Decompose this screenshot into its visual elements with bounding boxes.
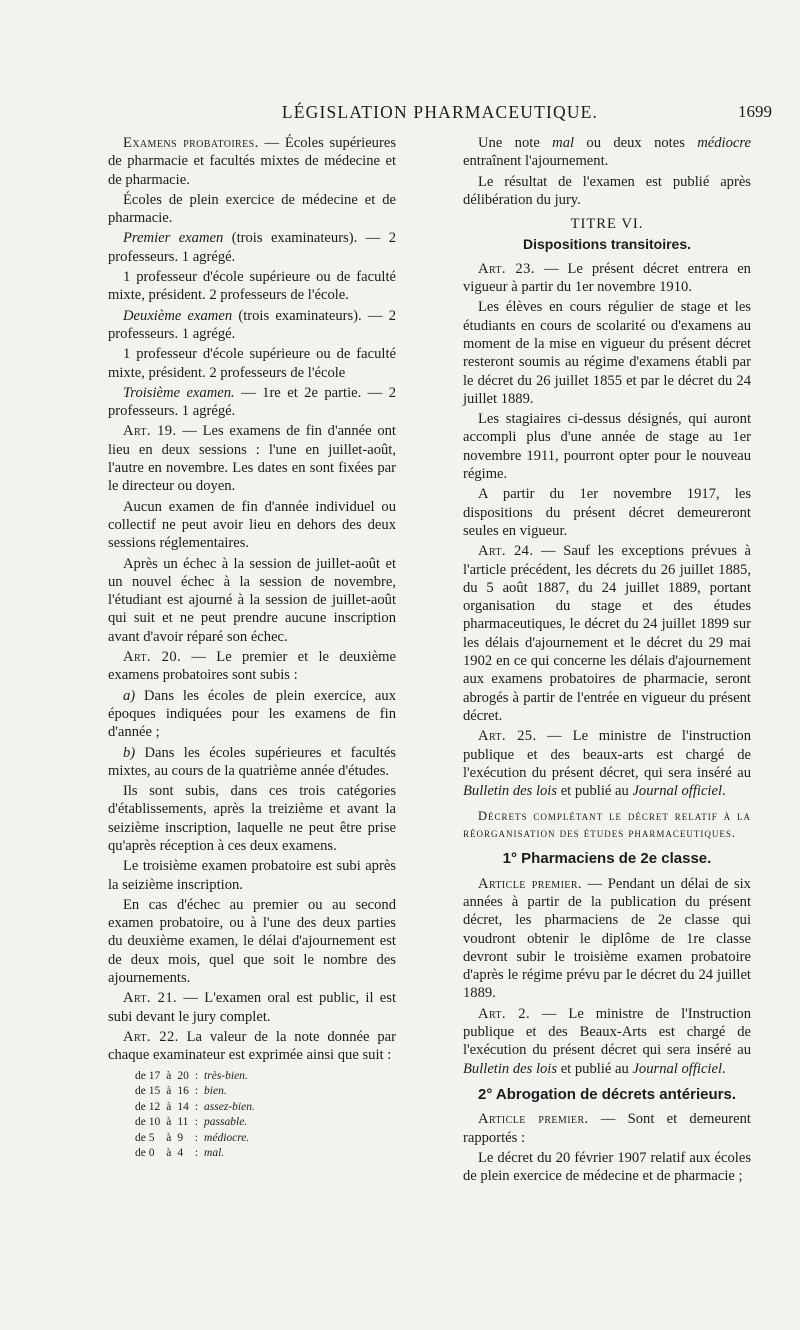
grade-label: passable.: [204, 1116, 248, 1129]
table-row: [132, 1115, 258, 1131]
paragraph-text: — Le premier et le deuxième examens probatoires sont subis :: [108, 649, 396, 684]
grade-sep: :: [194, 1147, 199, 1160]
grade-to: 11: [177, 1116, 189, 1129]
article-number: Article premier.: [478, 1111, 589, 1128]
paragraph-text: (trois examinateurs). — 2 professeurs. 1 agrégé.: [108, 230, 396, 265]
paragraph: Le décret du 20 février 1907 relatif aux écoles de plein exercice de médecine et de pharmacie ;: [463, 1149, 751, 1185]
section-lead: Examens probatoires.: [123, 135, 259, 151]
paragraph-text: — Sont et demeurent rapportés :: [463, 1111, 751, 1146]
table-row: [132, 1146, 258, 1162]
paragraph: Le troisième examen probatoire est subi après la seizième inscription.: [108, 858, 396, 893]
paragraph-text: Une note: [478, 135, 553, 151]
grade-to: 20: [177, 1069, 189, 1082]
grade-sep: :: [194, 1069, 199, 1082]
grade-label: assez-bien.: [204, 1100, 255, 1113]
grade-a: à: [166, 1116, 172, 1129]
paragraph: Écoles de plein exercice de médecine et de pharmacie.: [108, 191, 396, 227]
article-number: Art. 22.: [123, 1028, 179, 1045]
paragraph: [108, 687, 396, 742]
article-number: Art. 23.: [478, 260, 535, 277]
publication-name: Journal officiel: [632, 1060, 723, 1077]
paragraph: 1 professeur d'école supérieure ou de faculté mixte, président. 2 professeurs de l'école: [108, 346, 396, 381]
paragraph-text: — Le ministre de l'instruction publique et des beaux-arts est chargé de l'exécution du présent décret, qui sera inséré au: [463, 728, 751, 781]
grade-from: de 17: [135, 1069, 161, 1082]
article-number: Art. 24.: [478, 543, 534, 560]
paragraph-text: et publié au: [557, 783, 633, 800]
paragraph: [108, 229, 396, 266]
page-header: [108, 102, 772, 124]
paragraph-text: — Le présent décret entrera en vigueur à partir du 1er novembre 1910.: [463, 260, 751, 296]
decrets-heading: Décrets complétant le décret relatif à la réorganisation des études pharmaceutiques.: [463, 809, 751, 841]
paragraph: [108, 384, 396, 421]
exam-name: Deuxième examen: [123, 307, 233, 324]
paragraph-text: — Écoles supérieures de pharmacie et facultés mixtes de médecine et de pharmacie.: [108, 135, 396, 188]
right-column: [463, 134, 751, 1187]
article-number: Art. 25.: [478, 728, 537, 745]
paragraph: [108, 989, 396, 1026]
publication-name: Bulletin des lois: [463, 1060, 558, 1077]
grade-sep: :: [194, 1085, 199, 1098]
grade-word: médiocre: [697, 135, 751, 151]
grade-scale-table: [132, 1069, 258, 1162]
list-marker: a): [123, 687, 136, 704]
article-number: Art. 19.: [123, 423, 177, 440]
grade-word: mal: [552, 135, 575, 151]
section-heading: Dispositions transitoires.: [522, 236, 692, 253]
paragraph: A partir du 1er novembre 1917, les dispositions du présent décret demeureront seules en vigueur.: [463, 486, 751, 539]
paragraph: [463, 727, 751, 800]
paragraph: [108, 422, 396, 495]
paragraph: 1 professeur d'école supérieure ou de faculté mixte, président. 2 professeurs de l'école.: [108, 269, 396, 304]
grade-a: à: [166, 1100, 172, 1113]
paragraph-text: — 1re et 2e partie. — 2 professeurs. 1 agrégé.: [108, 384, 397, 420]
paragraph: [463, 542, 751, 725]
grade-label: mal.: [204, 1147, 225, 1160]
paragraph-text: .: [722, 783, 726, 800]
table-row: [132, 1069, 258, 1085]
grade-to: 16: [177, 1085, 189, 1098]
section-heading: 2° Abrogation de décrets antérieurs.: [477, 1085, 736, 1103]
paragraph-text: (trois examinateurs). — 2 professeurs. 1 agrégé.: [108, 307, 396, 342]
table-row: [132, 1131, 258, 1147]
paragraph: Le résultat de l'examen est publié après délibération du jury.: [463, 173, 751, 208]
table-row: [132, 1084, 258, 1100]
grade-label: bien.: [204, 1085, 227, 1098]
paragraph: [108, 1028, 396, 1065]
paragraph: Aucun examen de fin d'année individuel ou collectif ne peut avoir lieu en dehors des deux sessions réglementaires.: [108, 498, 396, 552]
grade-a: à: [166, 1131, 172, 1144]
article-number: Art. 2.: [478, 1005, 531, 1022]
grade-label: très-bien.: [204, 1069, 248, 1082]
paragraph-text: — Le ministre de l'Instruction publique et des Beaux-Arts est chargé de l'exécution du présent décret qui sera inséré au: [463, 1005, 751, 1059]
paragraph-text: Dans les écoles de plein exercice, aux époques indiquées pour les examens de fin d'année ;: [108, 687, 396, 741]
article-number: Art. 21.: [123, 990, 178, 1007]
list-marker: b): [123, 744, 136, 761]
grade-to: 14: [177, 1100, 189, 1113]
grade-a: à: [166, 1147, 172, 1160]
paragraph: [463, 1005, 751, 1078]
paragraph: [463, 134, 751, 171]
paragraph-text: — Pendant un délai de six années à partir de la publication du présent décret, les pharmaciens de 2e classe qui voudront obtenir le diplôme de 1re classe devront subir le troisième examen probatoire d'après le régime prévu par le décret du 24 juillet 1889.: [463, 875, 751, 1002]
paragraph: [108, 134, 396, 189]
paragraph-text: et publié au: [557, 1060, 633, 1077]
exam-name: Premier examen: [123, 230, 224, 247]
grade-sep: :: [194, 1131, 199, 1144]
left-column: [108, 134, 396, 1162]
paragraph-text: ou deux notes: [574, 135, 698, 151]
paragraph: [463, 260, 751, 297]
table-row: [132, 1100, 258, 1116]
grade-from: de 10: [135, 1116, 161, 1129]
grade-to: 9: [177, 1131, 184, 1144]
paragraph: Les élèves en cours régulier de stage et les étudiants en cours de scolarité ou d'examens au moment de la mise en vigueur du présent décret resteront soumis au régime d'examens établi par le décret du 26 juillet 1855 et par le décret du 24 juillet 1889.: [463, 299, 751, 407]
paragraph-text: Dans les écoles supérieures et facultés mixtes, au cours de la quatrième année d'études.: [108, 744, 396, 779]
grade-label: médiocre.: [204, 1131, 250, 1144]
article-number: Article premier.: [478, 875, 582, 892]
grade-a: à: [166, 1069, 172, 1082]
grade-sep: :: [194, 1100, 199, 1113]
paragraph-text: — Les examens de fin d'année ont lieu en deux sessions : l'une en juillet-août, l'autre en novembre. Les dates en sont fixées par le directeur ou doyen.: [108, 423, 396, 495]
paragraph: [463, 1110, 751, 1147]
paragraph-text: La valeur de la note donnée par chaque examinateur est exprimée ainsi que suit :: [108, 1028, 396, 1064]
paragraph: [463, 875, 751, 1003]
titre-heading: TITRE VI.: [570, 216, 644, 233]
paragraph: [108, 307, 396, 344]
paragraph: [108, 744, 396, 781]
paragraph: En cas d'échec au premier ou au second examen probatoire, ou à l'une des deux parties du deuxième examen, le délai d'ajournement est de deux mois, quel que soit le nombre des ajournements.: [108, 896, 396, 987]
page-number: 1699: [738, 102, 772, 121]
article-number: Art. 20.: [123, 649, 182, 666]
grade-from: de 5: [135, 1131, 155, 1144]
paragraph: Ils sont subis, dans ces trois catégories d'établissements, après la treizième et avant la seizième inscription, laquelle ne peut être prise qu'après réception à ces deux examens.: [108, 783, 396, 854]
publication-name: Journal officiel: [632, 783, 723, 800]
grade-to: 4: [177, 1147, 184, 1160]
paragraph: Après un échec à la session de juillet-août et un nouvel échec à la session de novembre, l'étudiant est ajourné à la session de juillet-août qui suit et ne peut prendre aucune inscription avant d'avoir réparé son échec.: [108, 555, 396, 645]
grade-sep: :: [194, 1116, 199, 1129]
grade-from: de 15: [135, 1085, 161, 1098]
grade-from: de 0: [135, 1147, 155, 1160]
running-title: LÉGISLATION PHARMACEUTIQUE.: [281, 102, 599, 122]
section-heading: 1° Pharmaciens de 2e classe.: [502, 850, 712, 868]
paragraph-text: — Sauf les exceptions prévues à l'article précédent, les décrets du 26 juillet 1885, du 5 août 1887, du 24 juillet 1889, portant organisation du stage et des études pharmaceutiques, le décret du 24 juillet 1899 sur les délais d'ajournement et le décret du 29 mai 1902 en ce qui concerne les délais d'ajournement aux examens probatoires de pharmacie, seront abrogés à partir de l'entrée en vigueur du présent décret.: [463, 543, 751, 724]
grade-a: à: [166, 1085, 172, 1098]
exam-name: Troisième examen.: [123, 384, 235, 401]
paragraph-text: — L'examen oral est public, il est subi devant le jury complet.: [108, 990, 396, 1025]
paragraph: [108, 648, 396, 685]
grade-from: de 12: [135, 1100, 161, 1113]
paragraph-text: .: [722, 1060, 726, 1077]
paragraph: Les stagiaires ci-dessus désignés, qui auront accompli plus d'une année de stage au 1er novembre 1911, pourront opter pour le nouveau régime.: [463, 411, 751, 483]
paragraph-text: entraînent l'ajournement.: [463, 153, 609, 170]
publication-name: Bulletin des lois: [463, 783, 558, 800]
